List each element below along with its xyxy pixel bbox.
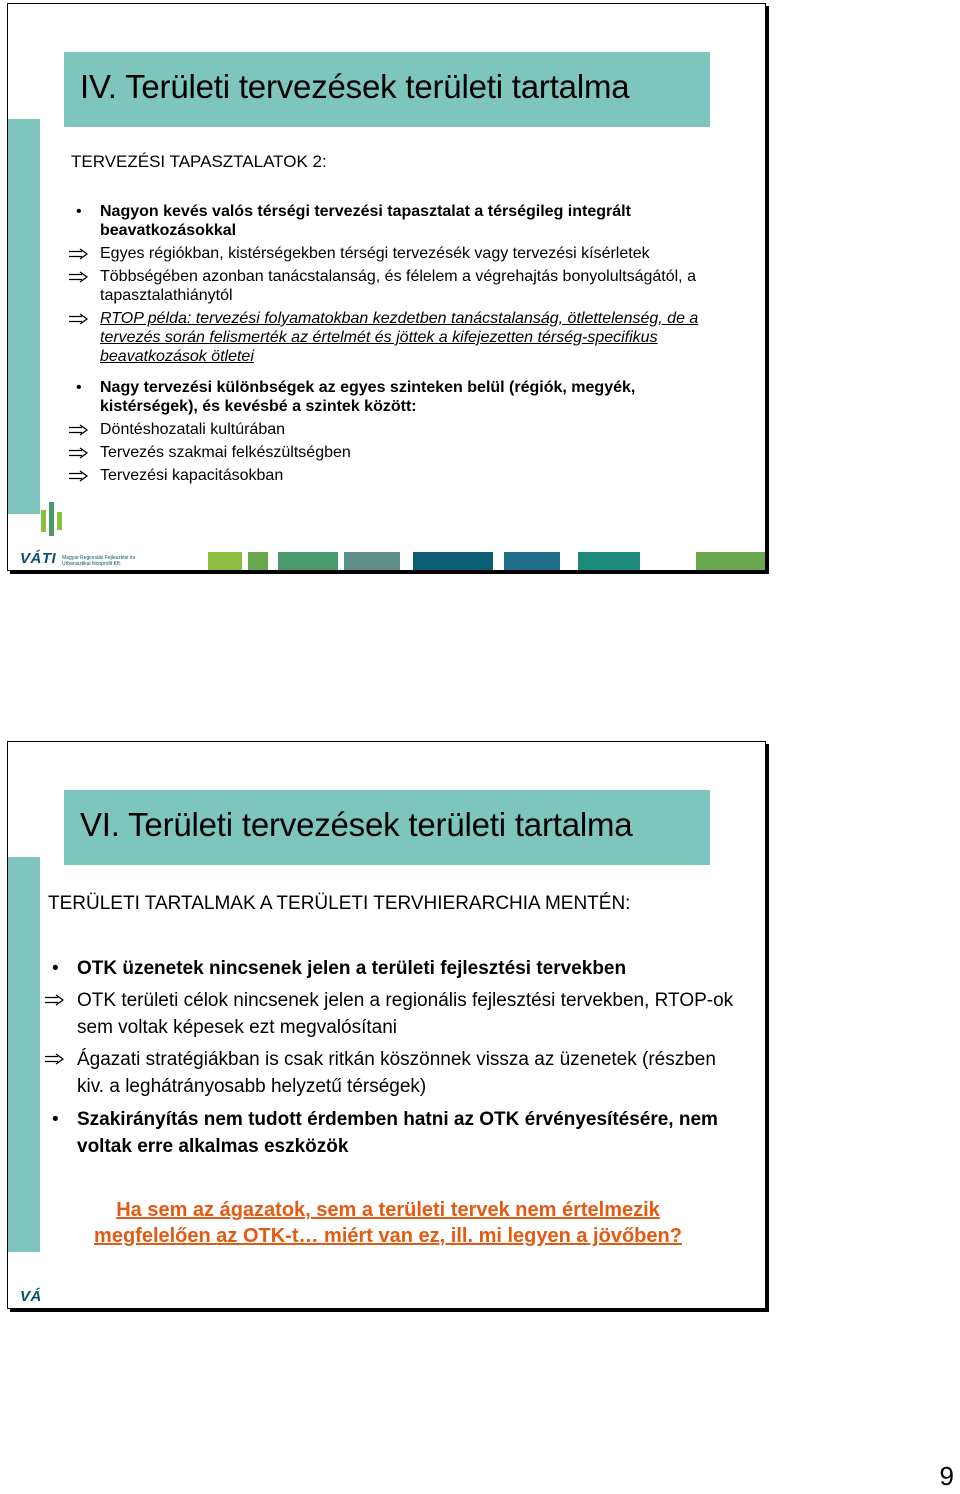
vati-logo: VÁTI [20,550,57,567]
footer-square [208,552,242,570]
list-item-text: Nagyon kevés valós térségi tervezési tapasztalat a térségileg integrált beavatkozásokkal [100,203,631,239]
list-item [48,955,738,982]
bullet-icon: • [76,379,82,396]
implies-arrow-icon [68,470,90,482]
footer-square [278,552,338,570]
list-item-text: OTK üzenetek nincsenek jelen a területi fejlesztési tervekben [77,958,627,979]
implies-arrow-icon [43,994,67,1006]
list-item [71,267,711,305]
bullet-icon: • [52,1109,59,1130]
content-list [71,202,711,485]
implies-arrow-icon [43,1053,67,1065]
list-item [71,309,711,366]
implies-arrow-icon [68,313,90,325]
green-bars-mark [41,502,67,541]
list-item [71,466,711,485]
implies-arrow-icon [68,447,90,459]
list-item [71,202,711,240]
implies-arrow-icon [68,271,90,283]
list-item [71,420,711,439]
list-item-text: Tervezés szakmai felkészültségben [100,444,351,461]
list-item-text: Nagy tervezési különbségek az egyes szinteken belül (régiók, megyék, kistérségek), és kevésbé a szintek között: [100,379,636,415]
footer-square [696,552,765,570]
side-accent-bar [8,119,40,514]
slide-title: IV. Területi tervezések területi tartalma [80,68,630,105]
vati-logo: VÁ [20,1288,42,1305]
list-item-text: Tervezési kapacitásokban [100,467,284,484]
list-item [71,443,711,462]
list-item-text: OTK területi célok nincsenek jelen a regionális fejlesztési tervekben, RTOP-ok sem voltak képesek ezt megvalósítani [77,990,734,1038]
slide-footer [8,1286,765,1308]
list-item [48,1046,738,1100]
side-accent-bar [8,857,40,1252]
list-item-text: Többségében azonban tanácstalanság, és félelem a végrehajtás bonyolultságától, a tapasztalathiánytól [100,268,696,304]
slide-title: VI. Területi tervezések területi tartalma [80,806,633,843]
slide-footer [8,548,765,570]
list-item [48,1106,738,1160]
implies-arrow-icon [68,424,90,436]
list-item-text: RTOP példa: tervezési folyamatokban kezdetben tanácstalanság, ötlettelenség, de a tervezés során felismerték az értelmét és jöttek a kifejezetten térség-specifikus beavatkozások ötletei [100,310,699,365]
logo-subtext: Magyar Regionális Fejlesztési és Urbanisztikai Nonprofit Kft. [62,555,136,567]
bullet-icon: • [52,958,59,979]
list-item [71,378,711,416]
slide-subtitle: TERÜLETI TARTALMAK A TERÜLETI TERVHIERARCHIA MENTÉN: [48,893,631,914]
bullet-icon: • [76,203,82,220]
list-item-text: Szakirányítás nem tudott érdemben hatni az OTK érvényesítésére, nem voltak erre alkalmas eszközök [77,1109,718,1157]
closing-question: Ha sem az ágazatok, sem a területi tervek nem értelmezik megfelelően az OTK-t… miért van ez, ill. mi legyen a jövőben? [94,1199,682,1247]
footer-square [504,552,560,570]
slide-subtitle: TERVEZÉSI TAPASZTALATOK 2: [71,152,327,171]
footer-square [248,552,268,570]
slide-2 [7,741,766,1309]
title-band [64,52,710,127]
footer-square [413,552,493,570]
slide-1 [7,3,766,571]
list-item-text: Döntéshozatali kultúrában [100,421,286,438]
list-item [48,987,738,1041]
page-number: 9 [939,1461,954,1491]
content-list [48,955,738,1160]
list-item-text: Egyes régiókban, kistérségekben térségi tervezésék vagy tervezési kísérletek [100,245,650,262]
list-item [71,244,711,263]
title-band [64,790,710,865]
footer-square [344,552,400,570]
implies-arrow-icon [68,248,90,260]
footer-square [578,552,640,570]
list-item-text: Ágazati stratégiákban is csak ritkán köszönnek vissza az üzenetek (részben kiv. a leghátrányosabb helyzetű térségek) [77,1049,716,1097]
